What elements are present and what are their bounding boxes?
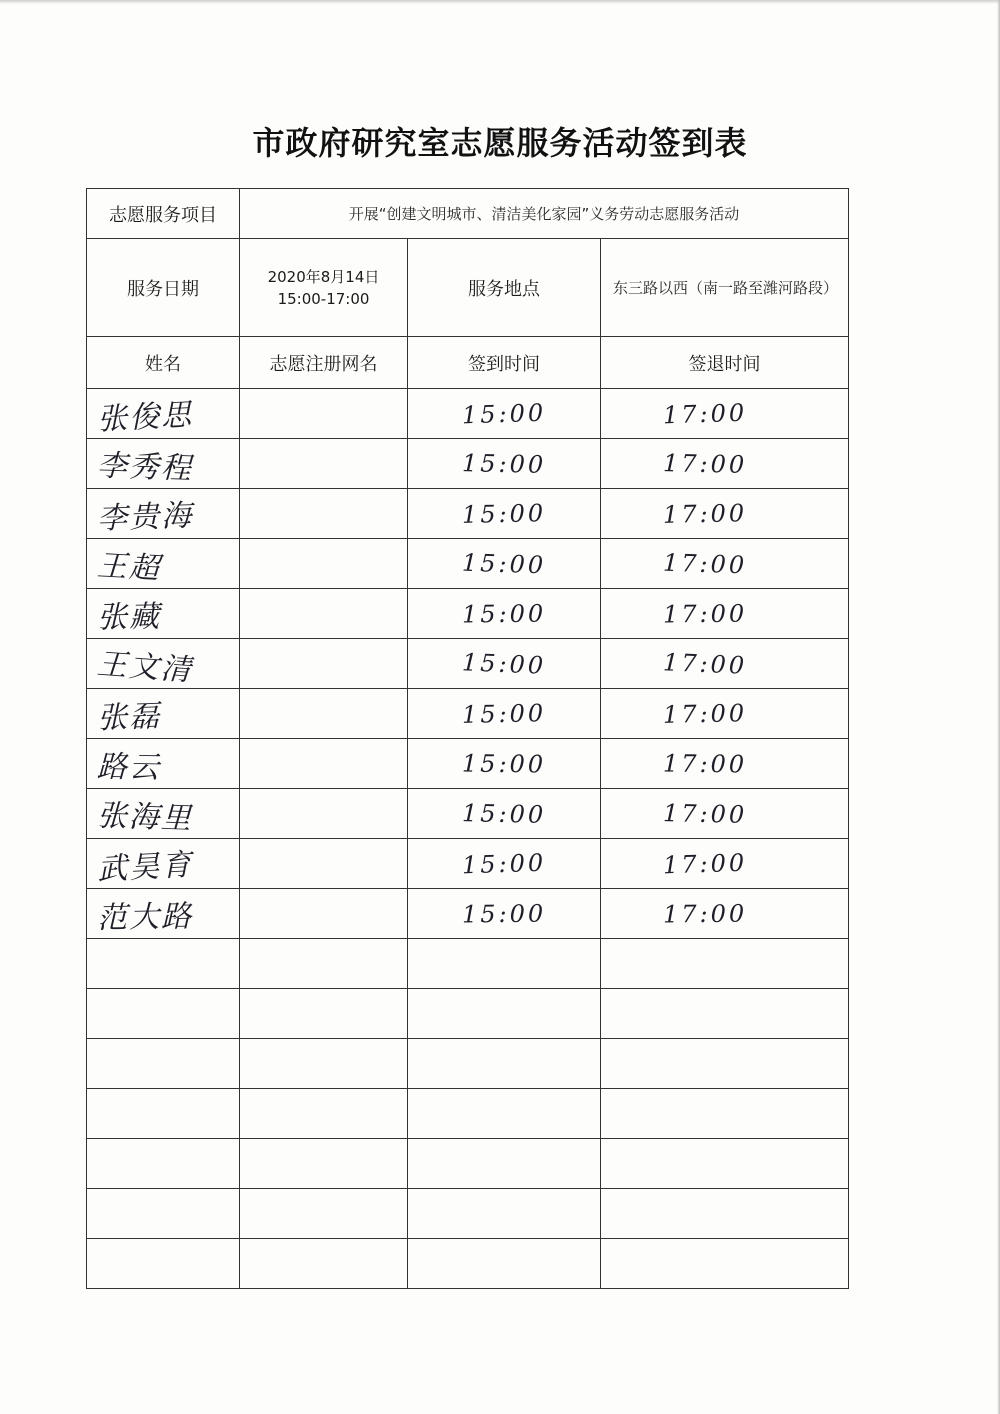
blank-cell <box>601 1089 849 1139</box>
sign-out-time: 17:00 <box>662 848 748 879</box>
sign-in-time-cell <box>408 789 601 839</box>
blank-row <box>87 1039 849 1089</box>
sign-in-time: 15:00 <box>461 448 547 479</box>
registered-name-cell-cell <box>240 789 408 839</box>
sign-in-table <box>86 188 849 1289</box>
signature-name-cell <box>87 489 240 539</box>
blank-cell <box>408 1089 601 1139</box>
column-header-sign-in: 签到时间 <box>408 337 601 389</box>
column-header-name: 姓名 <box>87 337 240 389</box>
table-row <box>87 839 849 889</box>
table-row <box>87 539 849 589</box>
registered-name-cell-cell <box>240 489 408 539</box>
sign-in-time-cell <box>408 889 601 939</box>
table-row <box>87 789 849 839</box>
sign-out-time: 17:00 <box>662 599 748 628</box>
sign-out-time: 17:00 <box>662 498 748 529</box>
date-location-row <box>87 239 849 337</box>
blank-cell <box>601 989 849 1039</box>
sign-out-time-cell <box>601 889 849 939</box>
sign-in-time-cell <box>408 639 601 689</box>
location-value: 东三路以西（南一路至潍河路段） <box>601 239 849 337</box>
sign-out-time-cell <box>601 739 849 789</box>
location-label: 服务地点 <box>408 239 601 337</box>
sign-out-time: 17:00 <box>662 398 748 429</box>
date-value <box>240 239 408 337</box>
signature-name: 张俊思 <box>96 397 195 437</box>
sign-out-time-cell <box>601 539 849 589</box>
sign-out-time: 17:00 <box>662 448 748 479</box>
sign-in-time: 15:00 <box>461 548 547 579</box>
blank-cell <box>87 1239 240 1289</box>
blank-cell <box>408 1039 601 1089</box>
sign-in-time: 15:00 <box>461 599 547 628</box>
sign-in-time-cell <box>408 489 601 539</box>
registered-name-cell-cell <box>240 639 408 689</box>
sign-out-time-cell <box>601 589 849 639</box>
blank-cell <box>87 939 240 989</box>
blank-cell <box>601 939 849 989</box>
sign-in-time: 15:00 <box>461 647 547 680</box>
sign-out-time: 17:00 <box>662 798 748 829</box>
sign-in-time: 15:00 <box>461 498 547 529</box>
blank-cell <box>408 939 601 989</box>
sign-out-time-cell <box>601 389 849 439</box>
scan-edge-top <box>0 0 1000 4</box>
signature-name-cell <box>87 439 240 489</box>
signature-name: 范大路 <box>96 898 194 936</box>
sign-in-time: 15:00 <box>461 749 547 778</box>
registered-name-cell-cell <box>240 739 408 789</box>
signature-name-cell <box>87 889 240 939</box>
table-row <box>87 639 849 689</box>
signature-name: 路云 <box>96 748 162 786</box>
blank-cell <box>601 1189 849 1239</box>
date-line-2: 15:00-17:00 <box>277 289 370 308</box>
sign-in-time-cell <box>408 439 601 489</box>
signature-name-cell <box>87 689 240 739</box>
blank-cell <box>240 1139 408 1189</box>
blank-cell <box>87 1139 240 1189</box>
sign-in-time-cell <box>408 589 601 639</box>
signature-name: 王文清 <box>95 646 194 688</box>
sign-out-time-cell <box>601 439 849 489</box>
table-row <box>87 389 849 439</box>
registered-name-cell-cell <box>240 389 408 439</box>
blank-cell <box>408 1189 601 1239</box>
table-row <box>87 889 849 939</box>
signature-name-cell <box>87 389 240 439</box>
signature-name-cell <box>87 539 240 589</box>
sign-out-time: 17:00 <box>662 749 748 778</box>
blank-cell <box>87 989 240 1039</box>
signature-name: 张海里 <box>96 797 194 837</box>
table-row <box>87 589 849 639</box>
sign-in-time-cell <box>408 839 601 889</box>
sign-out-time-cell <box>601 639 849 689</box>
project-value: 开展“创建文明城市、清洁美化家园”义务劳动志愿服务活动 <box>240 189 849 239</box>
signature-name: 武昊育 <box>96 847 195 887</box>
blank-cell <box>601 1239 849 1289</box>
registered-name-cell-cell <box>240 539 408 589</box>
sign-in-time: 15:00 <box>461 899 547 928</box>
signature-name-cell <box>87 789 240 839</box>
sign-in-time-cell <box>408 389 601 439</box>
sign-out-time-cell <box>601 789 849 839</box>
signature-name-cell <box>87 589 240 639</box>
page-title: 市政府研究室志愿服务活动签到表 <box>252 124 748 162</box>
sign-out-time: 17:00 <box>662 899 748 928</box>
registered-name-cell-cell <box>240 839 408 889</box>
sign-in-time-cell <box>408 539 601 589</box>
blank-cell <box>240 939 408 989</box>
registered-name-cell-cell <box>240 439 408 489</box>
blank-cell <box>240 1039 408 1089</box>
sign-out-time-cell <box>601 839 849 889</box>
table-row <box>87 439 849 489</box>
blank-cell <box>240 1089 408 1139</box>
signature-name: 李秀程 <box>96 447 194 487</box>
table-row <box>87 739 849 789</box>
sign-in-time-cell <box>408 739 601 789</box>
blank-cell <box>601 1039 849 1089</box>
blank-row <box>87 1139 849 1189</box>
sign-out-time: 17:00 <box>662 698 748 729</box>
registered-name-cell-cell <box>240 589 408 639</box>
sign-in-time: 15:00 <box>461 848 547 879</box>
signature-name: 王超 <box>95 547 162 587</box>
signature-name: 张磊 <box>96 698 162 736</box>
blank-row <box>87 1089 849 1139</box>
signature-name-cell <box>87 839 240 889</box>
sign-out-time-cell <box>601 689 849 739</box>
blank-cell <box>240 989 408 1039</box>
column-header-row <box>87 337 849 389</box>
date-line-1: 2020年8月14日 <box>267 267 380 286</box>
signature-name: 张藏 <box>96 598 162 636</box>
blank-cell <box>240 1239 408 1289</box>
blank-cell <box>87 1039 240 1089</box>
signature-name: 李贵海 <box>96 497 194 537</box>
sign-in-time-cell <box>408 689 601 739</box>
blank-cell <box>408 1139 601 1189</box>
project-row <box>87 189 849 239</box>
sign-out-time: 17:00 <box>662 548 748 579</box>
project-label: 志愿服务项目 <box>87 189 240 239</box>
column-header-reg-name: 志愿注册网名 <box>240 337 408 389</box>
blank-row <box>87 989 849 1039</box>
table-row <box>87 689 849 739</box>
sign-in-time: 15:00 <box>461 698 547 729</box>
blank-cell <box>240 1189 408 1239</box>
table-row <box>87 489 849 539</box>
sign-out-time-cell <box>601 489 849 539</box>
blank-row <box>87 1239 849 1289</box>
blank-cell <box>408 1239 601 1289</box>
registered-name-cell-cell <box>240 889 408 939</box>
blank-cell <box>87 1189 240 1239</box>
sign-out-time: 17:00 <box>662 647 748 680</box>
registered-name-cell-cell <box>240 689 408 739</box>
blank-row <box>87 939 849 989</box>
blank-row <box>87 1189 849 1239</box>
blank-cell <box>408 989 601 1039</box>
blank-cell <box>87 1089 240 1139</box>
signature-name-cell <box>87 739 240 789</box>
column-header-sign-out: 签退时间 <box>601 337 849 389</box>
sign-in-time: 15:00 <box>461 798 547 829</box>
date-label: 服务日期 <box>87 239 240 337</box>
sign-in-time: 15:00 <box>461 398 547 429</box>
signature-name-cell <box>87 639 240 689</box>
blank-cell <box>601 1139 849 1189</box>
